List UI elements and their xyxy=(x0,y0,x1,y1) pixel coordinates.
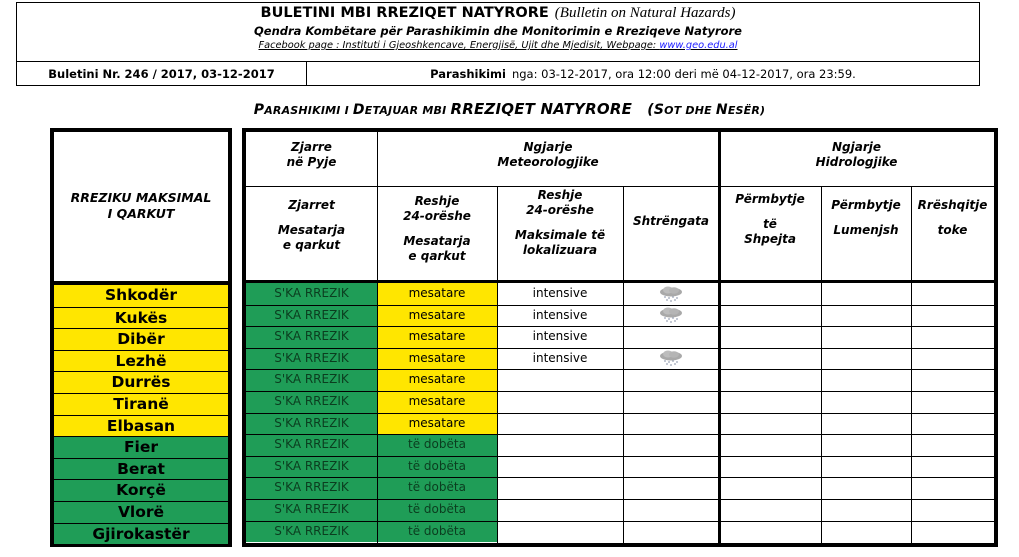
fires-cell-text: S'KA RREZIK xyxy=(274,437,349,452)
hydro-divider xyxy=(718,132,721,543)
column-divider xyxy=(497,186,498,543)
region-3: Lezhë xyxy=(54,350,228,372)
storm-cloud-icon xyxy=(658,307,684,323)
rain-avg-cell-text: mesatare xyxy=(408,286,466,300)
rain-avg-cell-text: të dobëta xyxy=(408,480,466,495)
region-6: Elbasan xyxy=(54,415,228,437)
river-flood-cell xyxy=(821,413,911,435)
storm-cell xyxy=(623,326,719,348)
fires-cell xyxy=(246,391,377,413)
rain-avg-cell xyxy=(377,499,497,521)
column-divider xyxy=(623,186,624,543)
river-flood-cell xyxy=(821,391,911,413)
river-flood-cell xyxy=(821,434,911,456)
group-meteo-header xyxy=(377,140,719,170)
landslide-cell xyxy=(911,413,994,435)
rain-max-cell xyxy=(497,521,623,543)
rain-max-cell xyxy=(497,499,623,521)
landslide-cell xyxy=(911,348,994,370)
title-smallcaps: OT DHE xyxy=(664,104,716,117)
group-meteo-header-line2: Meteorologjike xyxy=(497,155,599,169)
region-10: Vlorë xyxy=(54,501,228,523)
column-header-4 xyxy=(719,192,821,247)
group-hydro-header-line2: Hidrologjike xyxy=(815,155,898,169)
region-column xyxy=(50,128,232,547)
storm-cell xyxy=(623,391,719,413)
group-meteo-header-line1: Ngjarje xyxy=(523,140,573,154)
flash-flood-cell xyxy=(719,391,821,413)
fires-cell xyxy=(246,477,377,499)
column-header-5-line1: Përmbytje xyxy=(831,198,901,212)
column-header-1-line2: 24-orëshe xyxy=(403,209,471,223)
region-1: Kukës xyxy=(54,307,228,329)
landslide-cell xyxy=(911,499,994,521)
rain-max-cell xyxy=(497,434,623,456)
bulletin-header xyxy=(16,2,980,86)
title-cap: P xyxy=(253,102,265,118)
river-flood-cell xyxy=(821,305,911,327)
flash-flood-cell xyxy=(719,326,821,348)
rain-max-cell xyxy=(497,456,623,478)
landslide-cell xyxy=(911,477,994,499)
flash-flood-cell xyxy=(719,369,821,391)
storm-cell xyxy=(623,521,719,543)
rain-avg-cell-text: mesatare xyxy=(408,329,466,344)
rain-avg-cell xyxy=(377,456,497,478)
hazards-table xyxy=(242,128,998,547)
region-7: Fier xyxy=(54,436,228,458)
column-header-2-line1: Reshje xyxy=(537,188,583,202)
landslide-cell xyxy=(911,369,994,391)
landslide-cell xyxy=(911,283,994,305)
region-2: Dibër xyxy=(54,328,228,350)
row-divider xyxy=(246,391,994,392)
river-flood-cell xyxy=(821,499,911,521)
region-column-header xyxy=(54,132,228,285)
flash-flood-cell xyxy=(719,521,821,543)
column-header-2-line3: Maksimale të xyxy=(514,228,606,242)
river-flood-cell xyxy=(821,326,911,348)
column-divider xyxy=(911,186,912,543)
fires-cell-text: S'KA RREZIK xyxy=(274,458,349,473)
region-header-line1: RREZIKU MAKSIMAL xyxy=(70,190,212,205)
fires-cell xyxy=(246,305,377,327)
title-cap: D xyxy=(352,102,365,118)
rain-avg-cell xyxy=(377,434,497,456)
row-divider xyxy=(246,499,994,500)
title-smallcaps: ETAJUAR MBI xyxy=(364,104,451,117)
group-hydro-header-line1: Ngjarje xyxy=(831,140,881,154)
storm-cell xyxy=(623,283,719,305)
column-header-3 xyxy=(623,214,719,229)
storm-cell xyxy=(623,305,719,327)
fires-cell xyxy=(246,456,377,478)
forecast-period: nga: 03-12-2017, ora 12:00 deri më 04-12-2017, ora 23:59. xyxy=(511,67,856,81)
group-fires-header xyxy=(246,140,377,170)
rain-avg-cell-text: mesatare xyxy=(408,350,466,365)
rain-avg-cell xyxy=(377,413,497,435)
institution-name: Qendra Kombëtare për Parashikimin dhe Monitorimin e Rreziqeve Natyrore xyxy=(254,24,742,38)
flash-flood-cell xyxy=(719,413,821,435)
column-header-1 xyxy=(377,194,497,264)
forecast-label: Parashikimi xyxy=(430,67,506,81)
river-flood-cell xyxy=(821,348,911,370)
fires-cell-text: S'KA RREZIK xyxy=(274,372,349,387)
row-divider xyxy=(246,348,994,349)
rain-avg-cell-text: mesatare xyxy=(408,307,466,322)
fires-cell-text: S'KA RREZIK xyxy=(274,286,349,300)
flash-flood-cell xyxy=(719,477,821,499)
column-header-2-line4: lokalizuara xyxy=(522,243,598,257)
rain-max-cell-text: intensive xyxy=(532,329,588,344)
column-header-1-line3: Mesatarja xyxy=(403,234,471,248)
column-divider xyxy=(821,186,822,543)
title-text: BULETINI MBI RREZIQET NATYRORE xyxy=(260,5,549,21)
region-8: Berat xyxy=(54,458,228,480)
rain-max-cell xyxy=(497,305,623,327)
rain-avg-cell-text: mesatare xyxy=(408,415,466,430)
fires-cell xyxy=(246,369,377,391)
bulletin-number: Buletini Nr. 246 / 2017, 03-12-2017 xyxy=(17,62,307,86)
rain-avg-cell xyxy=(377,391,497,413)
rain-avg-cell-text: të dobëta xyxy=(408,458,466,473)
storm-cloud-icon xyxy=(658,350,684,366)
fires-cell-text: S'KA RREZIK xyxy=(274,307,349,322)
section-title xyxy=(0,100,1019,118)
title-smallcaps: ESËR) xyxy=(727,104,766,117)
column-header-5-line2: Lumenjsh xyxy=(833,223,899,237)
rain-max-cell xyxy=(497,391,623,413)
row-divider xyxy=(246,305,994,306)
facebook-text: Facebook page : Instituti i Gjeoshkencave, Energjisë, Ujit dhe Mjedisit, Webpage: xyxy=(258,40,660,51)
title-main: RREZIQET NATYRORE xyxy=(450,100,633,118)
rain-avg-cell xyxy=(377,326,497,348)
bulletin-title xyxy=(17,5,979,22)
rain-avg-cell xyxy=(377,283,497,305)
column-header-4-line2: të xyxy=(763,217,777,231)
landslide-cell xyxy=(911,434,994,456)
river-flood-cell xyxy=(821,456,911,478)
rain-avg-cell xyxy=(377,477,497,499)
header-top xyxy=(17,3,979,62)
column-header-5 xyxy=(821,198,911,238)
title-cap: (S xyxy=(647,102,665,118)
column-header-6 xyxy=(911,198,994,238)
fires-cell-text: S'KA RREZIK xyxy=(274,480,349,495)
fires-cell xyxy=(246,283,377,305)
group-fires-header-line1: Zjarre xyxy=(291,140,332,154)
facebook-line xyxy=(17,40,979,51)
storm-cell xyxy=(623,434,719,456)
rain-max-cell-text: intensive xyxy=(532,350,588,365)
column-header-0-line4: e qarkut xyxy=(282,238,341,252)
region-9: Korçë xyxy=(54,479,228,501)
fires-cell-text: S'KA RREZIK xyxy=(274,523,349,538)
storm-cell xyxy=(623,369,719,391)
fires-cell-text: S'KA RREZIK xyxy=(274,415,349,430)
row-divider xyxy=(246,434,994,435)
row-divider xyxy=(246,477,994,478)
fires-cell-text: S'KA RREZIK xyxy=(274,502,349,516)
flash-flood-cell xyxy=(719,434,821,456)
landslide-cell xyxy=(911,521,994,543)
column-header-1-line1: Reshje xyxy=(414,194,460,208)
rain-max-cell xyxy=(497,369,623,391)
rain-avg-cell xyxy=(377,521,497,543)
column-header-2 xyxy=(497,188,623,258)
rain-avg-cell xyxy=(377,348,497,370)
fires-cell xyxy=(246,326,377,348)
rain-max-cell-text: intensive xyxy=(532,286,588,300)
landslide-cell xyxy=(911,391,994,413)
storm-cloud-icon xyxy=(658,286,684,302)
group-hydro-header xyxy=(719,140,994,170)
river-flood-cell xyxy=(821,369,911,391)
flash-flood-cell xyxy=(719,283,821,305)
storm-cell xyxy=(623,348,719,370)
rain-max-cell xyxy=(497,477,623,499)
title-cap: N xyxy=(715,102,728,118)
rain-avg-cell xyxy=(377,369,497,391)
storm-cell xyxy=(623,477,719,499)
fires-cell xyxy=(246,499,377,521)
title-english: (Bulletin on Natural Hazards) xyxy=(554,5,736,21)
flash-flood-cell xyxy=(719,499,821,521)
rain-max-cell xyxy=(497,283,623,305)
fires-cell xyxy=(246,348,377,370)
column-header-0 xyxy=(246,198,377,253)
row-divider xyxy=(246,521,994,522)
flash-flood-cell xyxy=(719,456,821,478)
column-header-4-line1: Përmbytje xyxy=(735,192,805,206)
rain-avg-cell xyxy=(377,305,497,327)
landslide-cell xyxy=(911,456,994,478)
region-list xyxy=(54,285,228,544)
column-header-0-line1: Zjarret xyxy=(288,198,335,212)
river-flood-cell xyxy=(821,477,911,499)
column-divider xyxy=(377,132,378,543)
landslide-cell xyxy=(911,305,994,327)
column-header-6-line1: Rrëshqitje xyxy=(917,198,988,212)
storm-cell xyxy=(623,413,719,435)
title-smallcaps: ARASHIKIMI I xyxy=(264,104,353,117)
storm-cell xyxy=(623,499,719,521)
fires-cell-text: S'KA RREZIK xyxy=(274,329,349,344)
rain-max-cell xyxy=(497,326,623,348)
column-header-1-line4: e qarkut xyxy=(408,249,466,263)
region-4: Durrës xyxy=(54,371,228,393)
fires-cell xyxy=(246,434,377,456)
rain-max-cell-text: intensive xyxy=(532,307,588,322)
rain-max-cell xyxy=(497,348,623,370)
region-5: Tiranë xyxy=(54,393,228,415)
fires-cell-text: S'KA RREZIK xyxy=(274,350,349,365)
fires-cell-text: S'KA RREZIK xyxy=(274,394,349,408)
fires-cell xyxy=(246,521,377,543)
region-11: Gjirokastër xyxy=(54,523,228,545)
row-divider xyxy=(246,369,994,370)
row-divider xyxy=(246,456,994,457)
webpage-link[interactable]: www.geo.edu.al xyxy=(659,40,738,51)
rain-max-cell xyxy=(497,413,623,435)
landslide-cell xyxy=(911,326,994,348)
group-fires-header-line2: në Pyje xyxy=(286,155,337,169)
row-divider xyxy=(246,326,994,327)
region-0: Shkodër xyxy=(54,285,228,307)
column-header-2-line2: 24-orëshe xyxy=(526,203,594,217)
storm-cell xyxy=(623,456,719,478)
rain-avg-cell-text: të dobëta xyxy=(408,437,466,452)
rain-avg-cell-text: të dobëta xyxy=(408,502,466,516)
row-divider xyxy=(246,413,994,414)
column-header-0-line3: Mesatarja xyxy=(277,223,346,237)
flash-flood-cell xyxy=(719,305,821,327)
rain-avg-cell-text: të dobëta xyxy=(408,523,466,538)
river-flood-cell xyxy=(821,283,911,305)
rain-avg-cell-text: mesatare xyxy=(408,372,466,387)
header-divider xyxy=(246,186,994,187)
flash-flood-cell xyxy=(719,348,821,370)
forecast-period-line xyxy=(307,62,979,86)
column-header-6-line2: toke xyxy=(937,223,968,237)
column-header-4-line3: Shpejta xyxy=(744,232,796,246)
column-header-3-line1: Shtrëngata xyxy=(632,214,710,228)
region-header-line2: I QARKUT xyxy=(107,206,175,221)
rain-avg-cell-text: mesatare xyxy=(408,394,466,408)
river-flood-cell xyxy=(821,521,911,543)
fires-cell xyxy=(246,413,377,435)
